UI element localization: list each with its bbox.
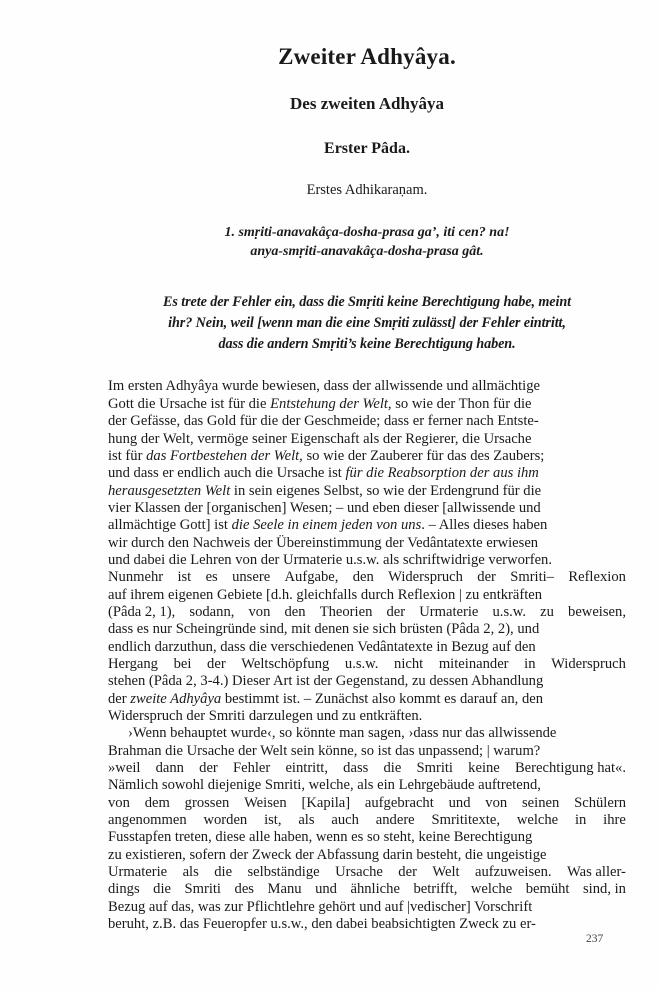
- body-line: Brahman die Ursache der Welt sein könne, so ist das unpassend; | warum?: [108, 742, 541, 759]
- body-line: von dem grossen Weisen [Kapila] aufgebracht und von seinen Schülern: [108, 794, 626, 811]
- page-content: [108, 44, 626, 933]
- body-line: angenommen worden ist, als auch andere Smrititexte, welche in ihre: [108, 812, 626, 829]
- paragraph-two: [108, 725, 626, 933]
- body-line: Im ersten Adhyâya wurde bewiesen, dass der allwissende und allmächtige: [108, 378, 541, 395]
- lemma-line: ihr? Nein, weil [wenn man die eine Smṛiti zulässt] der Fehler eintritt,: [168, 315, 566, 331]
- body-line: dings die Smriti des Manu und ähnliche betrifft, welche bemüht sind, in: [108, 881, 626, 898]
- body-line: Hergang bei der Weltschöpfung u.s.w. nicht miteinander in Widerspruch: [108, 655, 626, 672]
- paragraph-one: [108, 378, 626, 725]
- body-line: Nunmehr ist es unsere Aufgabe, den Widerspruch der Smriti– Reflexion: [108, 569, 626, 586]
- body-line: Widerspruch der Smriti darzulegen und zu entkräften.: [108, 708, 423, 724]
- body-line: zu existieren, sofern der Zweck der Abfassung darin besteht, die ungeistige: [108, 846, 547, 863]
- sutra-line: anya-smṛiti-anavakâça-dosha-prasa gât.: [250, 244, 484, 260]
- sutra-text: [108, 223, 626, 263]
- body-line: und dass er endlich auch die Ursache ist für die Reabsorption der aus ihm: [108, 465, 539, 482]
- body-line: allmächtige Gott] ist die Seele in einem jeden von uns. – Alles dieses haben: [108, 517, 548, 534]
- body-line: Nämlich sowohl diejenige Smriti, welche, als ein Lehrgebäude auftretend,: [108, 777, 541, 794]
- body-line: dass es nur Scheingründe sind, mit denen sie sich brüsten (Pâda 2, 2), und: [108, 621, 540, 638]
- page-number: 237: [586, 933, 604, 945]
- chapter-title: Zweiter Adhyâya.: [278, 44, 456, 69]
- body-line: stehen (Pâda 2, 3-4.) Dieser Art ist der Gegenstand, zu dessen Abhandlung: [108, 673, 544, 690]
- body-line: auf ihrem eigenen Gebiete [d.h. gleichfalls durch Reflexion | zu entkräften: [108, 586, 543, 603]
- sutra-line: 1. smṛiti-anavakâça-dosha-prasa ga’, iti cen? na!: [224, 224, 510, 240]
- body-line: ›Wenn behauptet wurde‹, so könnte man sagen, ›dass nur das allwissende: [128, 725, 557, 742]
- pada-title: Erster Pâda.: [324, 139, 410, 157]
- body-line: herausgesetzten Welt in sein eigenes Selbst, so wie der Erdengrund für die: [108, 482, 542, 499]
- body-line: »weil dann der Fehler eintritt, dass die Smriti keine Berechtigung hat«.: [108, 760, 626, 777]
- body-line: wir durch den Nachweis der Übereinstimmung der Vedântatexte erwiesen: [108, 534, 539, 551]
- body-line: hung der Welt, vermöge seiner Eigenschaft als der Regierer, die Ursache: [108, 430, 532, 447]
- body-line: Fusstapfen treten, diese alle haben, wenn es so steht, keine Berechtigung: [108, 829, 533, 846]
- adhikarana-title: Erstes Adhikaraṇam.: [306, 181, 428, 198]
- lemma-translation: [108, 292, 626, 354]
- body-line: beruht, z.B. das Feueropfer u.s.w., den dabei beabsichtigten Zweck zu er-: [108, 916, 536, 933]
- body-line: endlich darzuthun, dass die verschiedenen Vedântatexte in Bezug auf den: [108, 638, 536, 655]
- lemma-line: Es trete der Fehler ein, dass die Smṛiti keine Berechtigung habe, meint: [163, 294, 571, 311]
- body-line: der Gefässe, das Gold für die der Geschmeide; dass er ferner nach Entste-: [108, 413, 539, 430]
- body-line: ist für das Fortbestehen der Welt, so wie der Zauberer für das des Zaubers;: [108, 447, 545, 464]
- lemma-line: dass die andern Smṛiti’s keine Berechtigung haben.: [218, 335, 516, 352]
- body-line: und dabei die Lehren von der Urmaterie u.s.w. als schriftwidrige verworfen.: [108, 551, 553, 568]
- section-title: Des zweiten Adhyâya: [290, 94, 444, 114]
- body-line: Bezug auf das, was zur Pflichtlehre gehört und auf |vedischer] Vorschrift: [108, 898, 533, 915]
- body-line: Gott die Ursache ist für die Entstehung der Welt, so wie der Thon für die: [108, 395, 532, 412]
- body-line: Urmaterie als die selbständige Ursache der Welt aufzuweisen. Was aller-: [108, 864, 626, 881]
- body-line: vier Klassen der [organischen] Wesen; – und eben dieser [allwissende und: [108, 499, 541, 516]
- body-line: der zweite Adhyâya bestimmt ist. – Zunächst also kommt es darauf an, den: [108, 690, 544, 707]
- body-line: (Pâda 2, 1), sodann, von den Theorien der Urmaterie u.s.w. zu beweisen,: [108, 603, 626, 620]
